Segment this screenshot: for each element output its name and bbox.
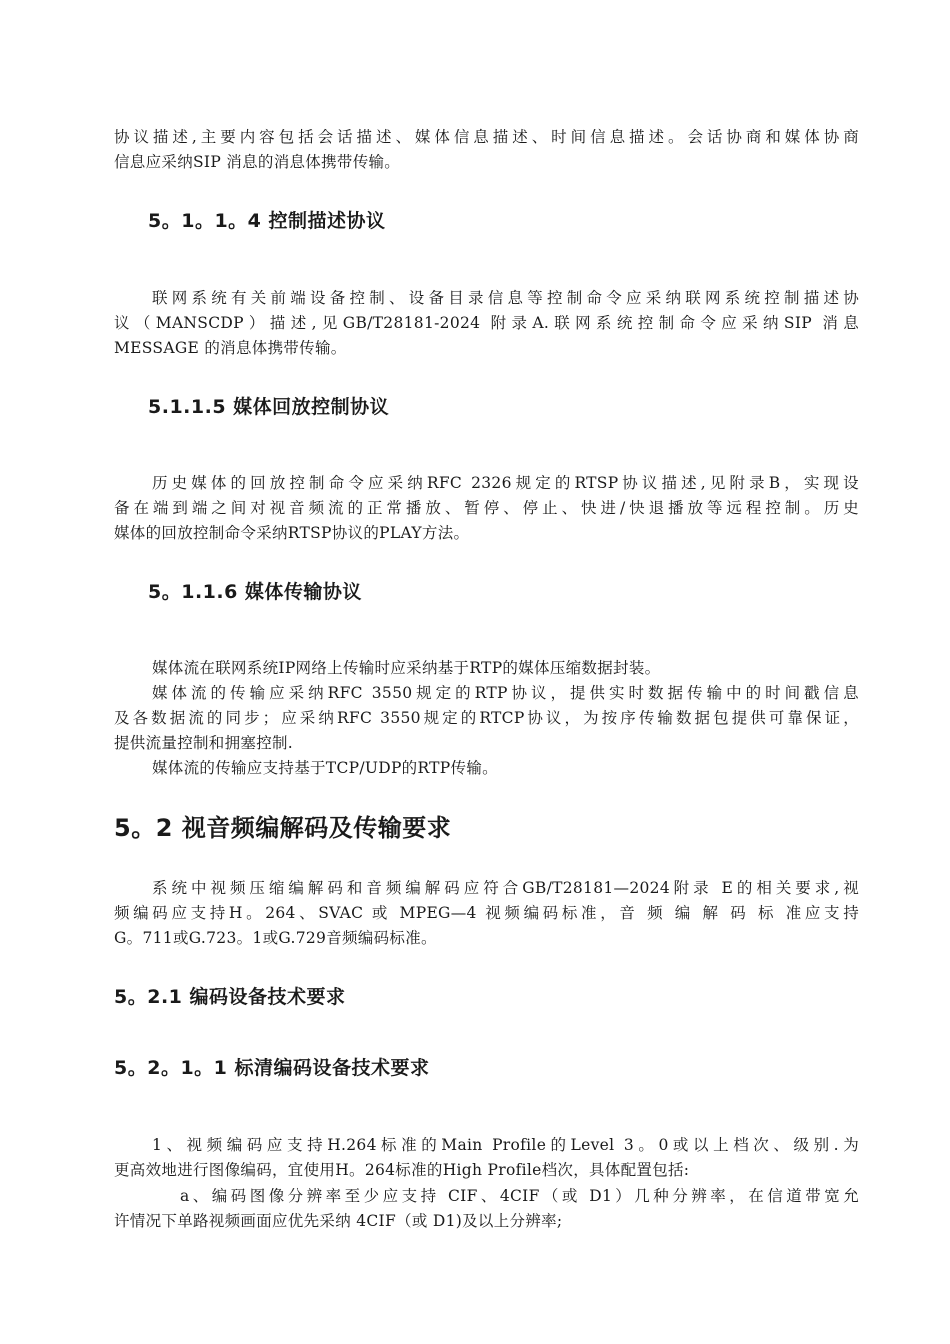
section-5-2-1-1-line-4: 许情况下单路视频画面应优先采纳 4CIF（或 D1)及以上分辨率; — [114, 1212, 563, 1230]
section-5-1-1-6-line-4: 提供流量控制和拥塞控制. — [114, 734, 294, 752]
section-5-1-1-4-line-1: 联网系统有关前端设备控制、设备目录信息等控制命令应采纳联网系统控制描述协 — [152, 289, 859, 307]
section-5-2-line-2: 频编码应支持H。264、SVAC 或 MPEG—4 视频编码标准，音 频 编 解 码 标 准应支持 — [114, 904, 859, 922]
section-5-1-1-6-line-5: 媒体流的传输应支持基于TCP/UDP的RTP传输。 — [152, 759, 498, 777]
intro-line-1: 协议描述,主要内容包括会话描述、媒体信息描述、时间信息描述。会话协商和媒体协商 — [114, 128, 859, 146]
section-heading-5-2: 5。2 视音频编解码及传输要求 — [114, 814, 452, 842]
section-5-2-1-1-line-3: a、编码图像分辨率至少应支持 CIF、4CIF（或 D1）几种分辨率，在信道带宽允 — [180, 1187, 859, 1205]
section-5-1-1-5-line-3: 媒体的回放控制命令采纳RTSP协议的PLAY方法。 — [114, 524, 470, 542]
section-5-1-1-6-line-1: 媒体流在联网系统IP网络上传输时应采纳基于RTP的媒体压缩数据封装。 — [152, 659, 661, 677]
section-5-1-1-6-line-3: 及各数据流的同步；应采纳RFC 3550规定的RTCP协议，为按序传输数据包提供可靠保证， — [114, 709, 859, 727]
section-5-1-1-5-line-2: 备在端到端之间对视音频流的正常播放、暂停、停止、快进/快退播放等远程控制。历史 — [114, 499, 859, 517]
section-heading-5-2-1-1: 5。2。1。1 标清编码设备技术要求 — [114, 1057, 430, 1079]
section-5-1-1-6-line-2: 媒体流的传输应采纳RFC 3550规定的RTP协议，提供实时数据传输中的时间戳信息 — [152, 684, 859, 702]
section-5-2-line-3: G。711或G.723。1或G.729音频编码标准。 — [114, 929, 437, 947]
section-5-2-line-1: 系统中视频压缩编解码和音频编解码应符合GB/T28181—2024附录 E的相关要求,视 — [152, 879, 859, 897]
section-heading-5-1-1-5: 5.1.1.5 媒体回放控制协议 — [148, 396, 390, 418]
section-heading-5-2-1: 5。2.1 编码设备技术要求 — [114, 986, 346, 1008]
section-heading-5-1-1-4: 5。1。1。4 控制描述协议 — [148, 210, 386, 232]
section-heading-5-1-1-6: 5。1.1.6 媒体传输协议 — [148, 581, 362, 603]
section-5-2-1-1-line-2: 更高效地进行图像编码，宜使用H。264标准的High Profile档次，具体配置包括: — [114, 1161, 690, 1179]
section-5-2-1-1-line-1: 1、视频编码应支持H.264标准的Main Profile的Level 3。0或以上档次、级别.为 — [152, 1136, 859, 1154]
section-5-1-1-4-line-3: MESSAGE 的消息体携带传输。 — [114, 339, 347, 357]
intro-line-2: 信息应采纳SIP 消息的消息体携带传输。 — [114, 153, 401, 171]
section-5-1-1-4-line-2: 议（MANSCDP）描述,见GB/T28181-2024 附录A.联网系统控制命令应采纳SIP 消息 — [114, 314, 859, 332]
section-5-1-1-5-line-1: 历史媒体的回放控制命令应采纳RFC 2326规定的RTSP协议描述,见附录B，实现设 — [152, 474, 859, 492]
